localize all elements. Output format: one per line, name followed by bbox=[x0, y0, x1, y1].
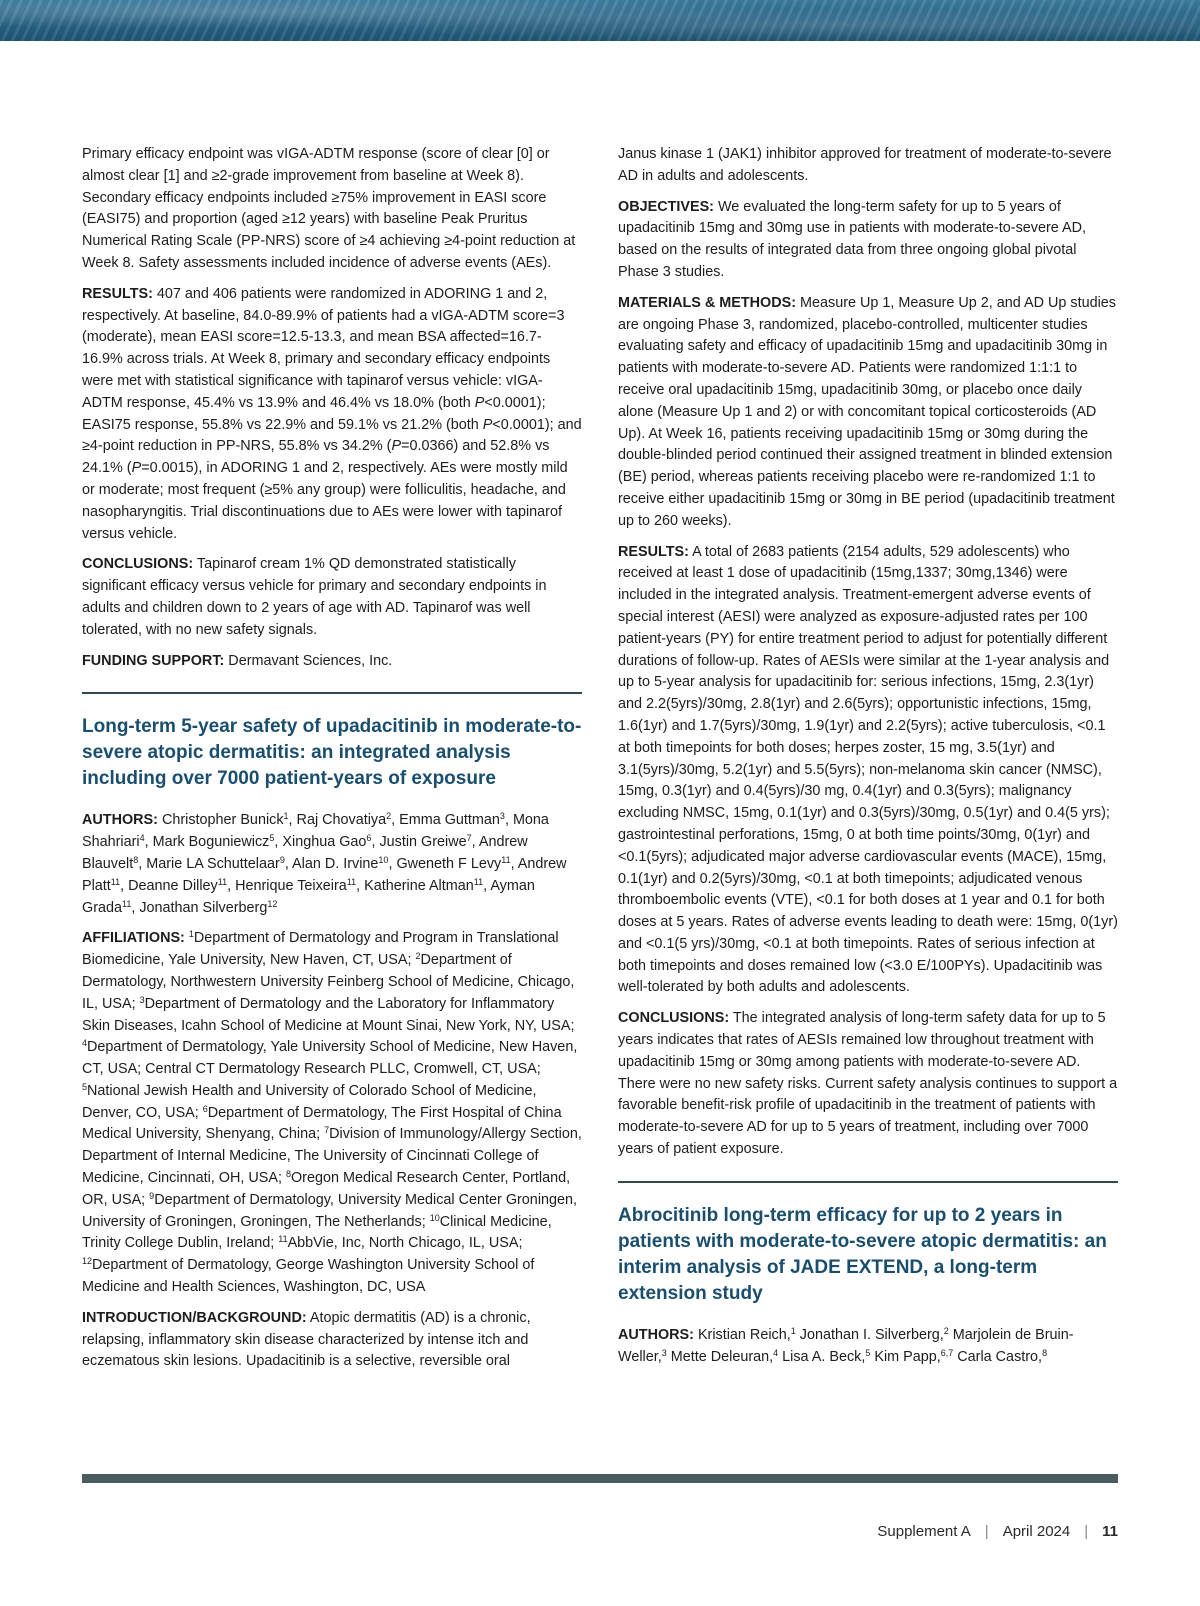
objectives-section bbox=[618, 197, 1118, 284]
author-name: Carla Castro, bbox=[957, 1348, 1043, 1365]
author-name: Mark Boguniewicz bbox=[152, 834, 270, 851]
affiliation-text: Department of Dermatology and the Laboratory for Inflammatory Skin Diseases, Icahn School of Medicine at Mount Sinai, New York, NY, USA; bbox=[82, 995, 575, 1034]
author-affiliation-number: 1 bbox=[283, 811, 289, 822]
authors-label: AUTHORS: bbox=[618, 1326, 694, 1343]
author-name: Justin Greiwe bbox=[379, 834, 467, 851]
footer-separator: | bbox=[984, 1523, 989, 1540]
author-affiliation-number: 11 bbox=[346, 876, 357, 887]
author-affiliation-number: 7 bbox=[466, 833, 472, 844]
article-title: Long-term 5-year safety of upadacitinib in moderate-to-severe atopic dermatitis: an integrated analysis including over 7000 patient-years of exposure bbox=[82, 716, 582, 790]
authors-list: Christopher Bunick$^1$, Raj Chovatiya$^2$, Emma Guttman$^3$, Mona Shahriari$^4$, Mark Boguniewicz$^5$, Xinghua Gao$^6$, Justin Greiwe$^7$, Andrew Blauvelt$^8$, Marie LA Schuttelaar$^9$, Alan D. Irvine$^{10}$, Gweneth F Levy$^{11}$, Andrew Platt$^{11}$, Deanne Dilley$^{11}$, Henrique Teixeira$^{11}$, Katherine Altman$^{11}$, Ayman Grada$^{11}$, Jonathan Silverberg$^{12}$ bbox=[82, 811, 567, 916]
author-affiliation-number: 3 bbox=[499, 811, 505, 822]
author-name: Xinghua Gao bbox=[282, 834, 367, 851]
introduction-label: INTRODUCTION/BACKGROUND: bbox=[82, 1309, 307, 1326]
affiliation-number: 9 bbox=[149, 1190, 155, 1201]
author-affiliation-number: 3 bbox=[661, 1347, 667, 1358]
author-affiliation-number: 11 bbox=[110, 876, 121, 887]
objectives-label: OBJECTIVES: bbox=[618, 198, 714, 215]
affiliation-number: 6 bbox=[202, 1103, 208, 1114]
affiliation-number: 8 bbox=[285, 1169, 291, 1180]
author-name: Deanne Dilley bbox=[128, 877, 218, 894]
author-name: Emma Guttman bbox=[399, 812, 500, 829]
p-symbol: P bbox=[131, 460, 142, 477]
author-name: Mona Shahriari bbox=[82, 812, 549, 851]
p-symbol: P bbox=[482, 416, 493, 433]
affiliation-number: 3 bbox=[139, 994, 145, 1005]
author-affiliation-number: 9 bbox=[279, 854, 285, 865]
author-name: Mette Deleuran, bbox=[670, 1348, 774, 1365]
author-name: Henrique Teixeira bbox=[235, 877, 347, 894]
affiliations-section bbox=[82, 928, 582, 1299]
results-text: <0.0001); EASI75 response, 55.8% vs 22.9% and 59.1% vs 21.2% (both bbox=[82, 394, 546, 433]
right-column bbox=[618, 144, 1118, 1377]
author-affiliation-number: 10 bbox=[378, 854, 389, 865]
author-affiliation-number: 8 bbox=[1042, 1347, 1048, 1358]
affiliation-text: Department of Dermatology, University Medical Center Groningen, University of Groningen, Groningen, The Netherlands; bbox=[82, 1191, 578, 1230]
author-name: Katherine Altman bbox=[364, 877, 474, 894]
affiliation-text: Department of Dermatology and Program in Translational Biomedicine, Yale University, New Haven, CT, USA; bbox=[82, 930, 559, 969]
affiliation-number: 10 bbox=[429, 1212, 440, 1223]
author-affiliation-number: 11 bbox=[217, 876, 228, 887]
results-section bbox=[618, 542, 1118, 1000]
methods-section bbox=[618, 293, 1118, 533]
objectives-text: We evaluated the long-term safety for up to 5 years of upadacitinib 15mg and 30mg use in patients with moderate-to-severe AD, based on the results of integrated data from three ongoing global pivotal Phase 3 studies. bbox=[618, 198, 1086, 280]
author-affiliation-number: 11 bbox=[122, 898, 132, 909]
results-label: RESULTS: bbox=[82, 285, 153, 302]
author-name: Lisa A. Beck, bbox=[782, 1348, 866, 1365]
methods-text: Measure Up 1, Measure Up 2, and AD Up studies are ongoing Phase 3, randomized, placebo-controlled, multicenter studies evaluating safety and efficacy of upadacitinib 15mg and upadacitinib 30mg in patients with moderate-to-severe AD. Patients were randomized 1:1:1 to receive oral upadacitinib 15mg, upadacitinib 30mg, or placebo once daily alone (Measure Up 1 and 2) or with concomitant topical corticosteroids (AD Up). At Week 16, patients receiving upadacitinib 15mg or 30mg during the double-blinded period continued their assigned treatment in blinded extension (BE) period, whereas patients receiving placebo were re-randomized 1:1 to receive either upadacitinib 15mg or 30mg in BE period (upadacitinib treatment up to 260 weeks). bbox=[618, 294, 1116, 529]
author-name: Marie LA Schuttelaar bbox=[146, 855, 280, 872]
p-symbol: P bbox=[391, 438, 402, 455]
author-affiliation-number: 1 bbox=[790, 1325, 796, 1336]
affiliation-text: Department of Dermatology, The First Hospital of China Medical University, Shenyang, China; bbox=[82, 1104, 562, 1143]
author-affiliation-number: 4 bbox=[773, 1347, 779, 1358]
conclusions-text: The integrated analysis of long-term safety data for up to 5 years indicates that rates of AESIs remained low throughout treatment with upadacitinib 15mg or 30mg among patients with moderate-to-severe AD. There were no new safety risks. Current safety analysis continues to support a favorable benefit-risk profile of upadacitinib in the treatment of patients with moderate-to-severe AD for up to 5 years of treatment, including over 7000 years of patient exposure. bbox=[618, 1010, 1118, 1158]
funding-section bbox=[82, 651, 582, 673]
intro-paragraph: Primary efficacy endpoint was vIGA-ADTM response (score of clear [0] or almost clear [1] and ≥2-grade improvement from baseline at Week 8). Secondary efficacy endpoints included ≥75% improvement in EASI score (EASI75) and proportion (aged ≥12 years) with baseline Peak Pruritus Numerical Rating Scale (PP-NRS) score of ≥4 achieving ≥4-point reduction at Week 8. Safety assessments included incidence of adverse events (AEs). bbox=[82, 146, 576, 271]
article-title: Abrocitinib long-term efficacy for up to 2 years in patients with moderate-to-severe atopic dermatitis: an interim analysis of JADE EXTEND, a long-term extension study bbox=[618, 1204, 1107, 1304]
affiliation-text: Division of Immunology/Allergy Section, Department of Internal Medicine, The University of Cincinnati College of Medicine, Cincinnati, OH, USA; bbox=[82, 1126, 582, 1187]
affiliation-text: Oregon Medical Research Center, Portland, OR, USA; bbox=[82, 1170, 571, 1208]
author-name: Christopher Bunick bbox=[161, 812, 284, 829]
left-column bbox=[82, 144, 582, 1382]
affiliation-number: 2 bbox=[415, 951, 421, 962]
header-banner bbox=[0, 0, 1200, 41]
funding-text: Dermavant Sciences, Inc. bbox=[224, 652, 393, 669]
affiliation-number: 7 bbox=[324, 1125, 330, 1136]
author-affiliation-number: 5 bbox=[865, 1347, 871, 1358]
author-affiliation-number: 11 bbox=[473, 876, 484, 887]
conclusions-label: CONCLUSIONS: bbox=[82, 556, 194, 573]
results-section bbox=[82, 284, 582, 546]
author-name: Marjolein de Bruin-Weller, bbox=[618, 1326, 1074, 1365]
affiliation-text: Clinical Medicine, Trinity College Dublin, Ireland; bbox=[82, 1213, 552, 1252]
author-name: Kim Papp, bbox=[874, 1348, 941, 1365]
affiliation-text: Department of Dermatology, Yale University School of Medicine, New Haven, CT, USA; Central CT Dermatology Research PLLC, Cromwell, CT, USA; bbox=[82, 1039, 578, 1078]
author-name: Jonathan Silverberg bbox=[139, 899, 268, 916]
conclusions-label: CONCLUSIONS: bbox=[618, 1010, 730, 1027]
intro-continuation: Janus kinase 1 (JAK1) inhibitor approved for treatment of moderate-to-severe AD in adults and adolescents. bbox=[618, 146, 1112, 184]
results-text: 407 and 406 patients were randomized in ADORING 1 and 2, respectively. At baseline, 84.0-89.9% of patients had a vIGA-ADTM score=3 (moderate), mean EASI score=12.5-13.3, and mean BSA affected=16.7-16.9% across trials. At Week 8, primary and secondary efficacy endpoints were met with statistical significance with tapinarof versus vehicle: vIGA-ADTM response, 45.4% vs 13.9% and 46.4% vs 18.0% (both bbox=[82, 285, 565, 411]
author-name: Alan D. Irvine bbox=[292, 855, 379, 872]
page-number: 11 bbox=[1102, 1523, 1118, 1540]
author-affiliation-number: 5 bbox=[269, 833, 275, 844]
section-divider bbox=[82, 692, 582, 694]
results-text: <0.0001); and ≥4-point reduction in PP-NRS, 55.8% vs 34.2% ( bbox=[82, 416, 582, 455]
author-name: Andrew Platt bbox=[82, 855, 567, 894]
results-label: RESULTS: bbox=[618, 543, 689, 560]
affiliation-number: 5 bbox=[82, 1081, 88, 1092]
methods-label: MATERIALS & METHODS: bbox=[618, 294, 797, 311]
affiliation-number: 1 bbox=[188, 929, 194, 940]
conclusions-section bbox=[618, 1008, 1118, 1161]
author-affiliation-number: 2 bbox=[386, 811, 392, 822]
author-affiliation-number: 6,7 bbox=[940, 1347, 954, 1358]
authors-section bbox=[82, 810, 582, 919]
introduction-text: Atopic dermatitis (AD) is a chronic, relapsing, inflammatory skin disease characterized by intense itch and eczematous skin lesions. Upadacitinib is a selective, reversible oral bbox=[82, 1309, 531, 1370]
author-name: Ayman Grada bbox=[82, 877, 535, 916]
author-affiliation-number: 4 bbox=[139, 833, 145, 844]
section-divider bbox=[618, 1181, 1118, 1183]
introduction-section bbox=[82, 1308, 582, 1373]
author-affiliation-number: 11 bbox=[501, 854, 511, 865]
author-name: Raj Chovatiya bbox=[296, 812, 387, 829]
conclusions-text: Tapinarof cream 1% QD demonstrated statistically significant efficacy versus vehicle for primary and secondary endpoints in adults and children down to 2 years of age with AD. Tapinarof was well tolerated, with no new safety signals. bbox=[82, 556, 547, 638]
affiliations-label: AFFILIATIONS: bbox=[82, 930, 185, 947]
p-symbol: P bbox=[474, 394, 485, 411]
affiliation-text: Department of Dermatology, Northwestern University Feinberg School of Medicine, Chicago, IL, USA; bbox=[82, 952, 575, 1012]
affiliation-text: National Jewish Health and University of Colorado School of Medicine, Denver, CO, USA; bbox=[82, 1082, 537, 1121]
results-text: A total of 2683 patients (2154 adults, 529 adolescents) who received at least 1 dose of upadacitinib (15mg,1337; 30mg,1346) were included in the integrated analysis. Treatment-emergent adverse events of special interest (AESI) were analyzed as exposure-adjusted rates per 100 patient-years (PY) for entire treatment period to adjust for potentially different durations of follow-up. Rates of AESIs were similar at the 1-year analysis and up to 5-year analysis for upadacitinib for: serious infections, 15mg, 2.3(1yr) and 2.2(5yrs)/30mg, 2.8(1yr) and 2.6(5yrs); opportunistic infections, 15mg, 1.6(1yr) and 1.7(5yrs)/30mg, 1.9(1yr) and 2.2(5yrs); active tuberculosis, <0.1 at both timepoints for both doses; herpes zoster, 15 mg, 3.5(1yr) and 3.1(5yrs)/30mg, 5.2(1yr) and 5.5(5yrs); non-melanoma skin cancer (NMSC), 15mg, 0.3(1yr) and 0.4(5yrs)/30 mg, 0.4(1yr) and 0.3(5yrs); malignancy excluding NMSC, 15mg, 0.1(1yr) and 0.3(5yrs)/30mg, 0.5(1yr) and 0.4(5 yrs); gastrointestinal perforations, 15mg, 0 at both time points/30mg, 0(1yr) and <0.1(5yrs); adjudicated major adverse cardiovascular events (MACE), 15mg, 0.1(1yr) and 0.2(5yrs)/30mg, <0.1 at both timepoints; adjudicated venous thromboembolic events (VTE), <0.1 for both doses at 1 year and 0.1 for both doses at 5 years. Rates of adverse events leading to death were: 15mg, 0(1yr) and <0.1(5 yrs)/30mg, <0.1 at both timepoints. Rates of serious infection at both timepoints and doses remained low (<3.0 E/100PYs). Upadacitinib was well-tolerated by both adults and adolescents. bbox=[618, 543, 1118, 996]
footer-separator: | bbox=[1084, 1523, 1089, 1540]
results-text: =0.0366) and 52.8% vs 24.1% ( bbox=[82, 438, 550, 477]
author-affiliation-number: 2 bbox=[943, 1325, 949, 1336]
author-name: Andrew Blauvelt bbox=[82, 834, 528, 872]
authors-label: AUTHORS: bbox=[82, 812, 158, 829]
affiliations-list bbox=[82, 930, 582, 1295]
affiliation-number: 11 bbox=[278, 1234, 288, 1245]
bottom-bar bbox=[82, 1474, 1118, 1483]
funding-label: FUNDING SUPPORT: bbox=[82, 652, 225, 669]
authors-section bbox=[618, 1325, 1118, 1369]
affiliation-text: Department of Dermatology, George Washington University School of Medicine and Health Sciences, Washington, DC, USA bbox=[82, 1257, 535, 1296]
footer-supplement: Supplement A bbox=[877, 1523, 971, 1540]
page-footer bbox=[877, 1523, 1118, 1540]
author-affiliation-number: 12 bbox=[267, 898, 278, 909]
results-text: =0.0015), in ADORING 1 and 2, respectively. AEs were mostly mild or moderate; most frequent (≥5% any group) were folliculitis, headache, and nasopharyngitis. Trial discontinuations due to AEs were lower with tapinarof versus vehicle. bbox=[82, 460, 568, 542]
conclusions-section bbox=[82, 554, 582, 641]
author-name: Jonathan I. Silverberg, bbox=[799, 1326, 944, 1343]
affiliation-number: 4 bbox=[82, 1038, 88, 1049]
author-affiliation-number: 6 bbox=[366, 833, 372, 844]
affiliation-text: AbbVie, Inc, North Chicago, IL, USA; bbox=[287, 1235, 523, 1252]
affiliation-number: 12 bbox=[82, 1256, 93, 1267]
author-name: Gweneth F Levy bbox=[396, 855, 502, 872]
author-affiliation-number: 8 bbox=[133, 854, 139, 865]
footer-date: April 2024 bbox=[1002, 1523, 1071, 1540]
author-name: Kristian Reich, bbox=[697, 1326, 791, 1343]
